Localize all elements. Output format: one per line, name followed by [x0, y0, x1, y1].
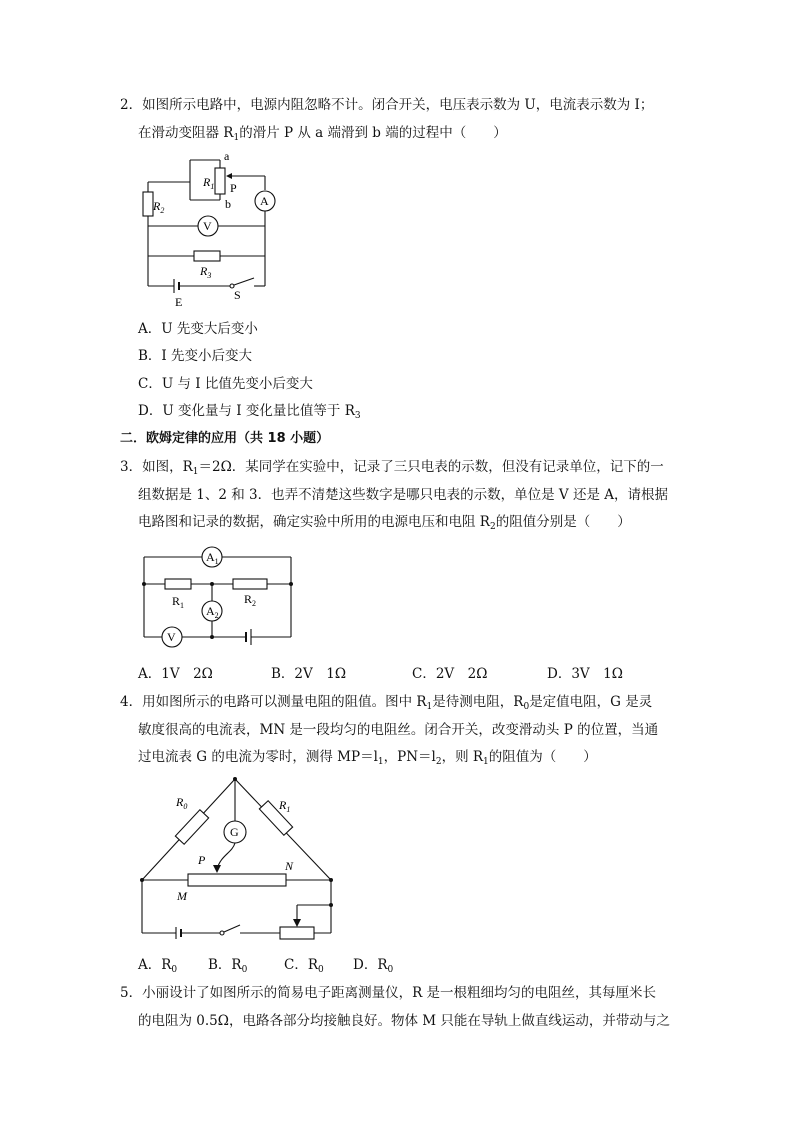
q3-label-a1: $A_1$ [206, 550, 219, 566]
q3-line1-a: 3．如图，R [120, 459, 193, 475]
q4-option-b-sub: 0 [241, 965, 248, 975]
q4-option-c-sub: 0 [318, 965, 324, 975]
q4-line1-c: 是定值电阻，G 是灵 [529, 694, 653, 710]
q2-r2-resistor [143, 192, 153, 216]
q2-label-r1: $R_1$ [203, 175, 215, 191]
q5-line2: 的电阻为 0.5Ω，电路各部分均接触良好。物体 M 只能在导轨上做直线运动，并带动与之 [138, 1013, 670, 1029]
q2-line2 [138, 124, 507, 147]
q4-line1-sub1: 1 [426, 702, 433, 712]
q2-label-r2: $R_2$ [153, 199, 165, 215]
q3-option-d[interactable]: D．3V 1Ω [547, 666, 623, 682]
q2-line2-sub: 1 [233, 133, 240, 143]
q4-option-b[interactable] [208, 956, 247, 979]
q4-line3-sub3: 1 [483, 757, 489, 767]
q4-option-a-sub: 0 [171, 965, 178, 975]
q4-r0-resistor [175, 810, 208, 845]
q4-label-p: P [198, 853, 206, 867]
q4-line2: 敏度很高的电流表，MN 是一段均匀的电阻丝。闭合开关，改变滑动头 P 的位置，当通 [138, 722, 659, 738]
q5-line1: 5．小丽设计了如图所示的简易电子距离测量仪，R 是一根粗细均匀的电阻丝，其每厘米长 [120, 985, 657, 1001]
q4-line1 [120, 693, 652, 716]
q4-line3-c: ，则 R [441, 749, 484, 765]
q3-line2: 组数据是 1、2 和 3．也弄不清楚这些数字是哪只电表的示数，单位是 V 还是 A，请根据 [138, 487, 669, 503]
q2-line1: 2．如图所示电路中，电源内阻忽略不计。闭合开关，电压表示数为 U，电流表示数为 I； [120, 97, 654, 113]
q3-option-b[interactable]: B．2V 1Ω [271, 666, 347, 682]
q4-slider-p-arrow-icon [213, 865, 221, 873]
q2-label-e: E [175, 295, 183, 308]
q2-label-ammeter: A [260, 194, 269, 208]
q2-option-d[interactable] [138, 402, 361, 425]
q4-option-a[interactable] [138, 956, 177, 979]
q2-option-b[interactable]: B．I 先变小后变大 [138, 348, 253, 364]
q2-option-c[interactable]: C．U 与 I 比值先变小后变大 [138, 376, 313, 392]
q4-label-r0: $R_0$ [176, 795, 188, 811]
q3-option-a[interactable]: A．1V 2Ω [138, 666, 213, 682]
q4-line3-sub1: 1 [377, 757, 384, 767]
q4-option-d-sub: 0 [387, 965, 394, 975]
q3-line3 [138, 513, 631, 536]
q2-label-r3: $R_3$ [200, 264, 212, 280]
q4-line3-sub2: 2 [435, 757, 442, 767]
q3-line3-b: 的阻值分别是（ ） [495, 514, 631, 530]
q4-line3-d: 的阻值为（ ） [488, 749, 597, 765]
q2-label-s: S [234, 288, 241, 302]
q3-line3-sub: 2 [489, 522, 496, 532]
section-heading: 二．欧姆定律的应用（共 18 小题） [120, 431, 330, 446]
q4-line1-sub2: 0 [523, 702, 530, 712]
q3-line1-sub: 1 [192, 467, 199, 477]
q4-label-m: M [177, 889, 187, 903]
q4-rheostat [280, 927, 314, 939]
q4-mn-wire [188, 874, 286, 886]
q3-label-r2: $R_2$ [244, 592, 257, 608]
q4-label-r1: $R_1$ [279, 798, 291, 814]
q2-label-p: P [230, 181, 237, 195]
q4-option-c-text: C．R [284, 957, 318, 973]
q2-label-b: b [225, 197, 231, 211]
q3-label-a2: $A_2$ [206, 604, 219, 620]
q3-label-v: V [167, 630, 176, 644]
q4-option-b-text: B．R [208, 957, 242, 973]
q4-line1-b: 是待测电阻，R [432, 694, 524, 710]
q3-option-c[interactable]: C．2V 2Ω [412, 666, 488, 682]
q2-option-d-text: D．U 变化量与 I 变化量比值等于 R [138, 403, 355, 419]
q2-circuit-diagram [130, 148, 290, 308]
q2-line2-text: 在滑动变阻器 R [138, 125, 234, 141]
q2-label-voltmeter: V [203, 219, 212, 233]
q4-rheostat-arrow-icon [293, 919, 301, 927]
q4-option-a-text: A．R [138, 957, 172, 973]
q3-line3-a: 电路图和记录的数据，确定实验中所用的电源电压和电阻 R [138, 514, 490, 530]
q3-line1-b: ＝2Ω．某同学在实验中，记录了三只电表的示数，但没有记录单位，记下的一 [198, 459, 664, 475]
q3-r2-resistor [233, 579, 267, 589]
q2-option-d-sub: 3 [354, 411, 361, 421]
q4-option-d-text: D．R [353, 957, 388, 973]
q4-line3-b: ，PN＝l [383, 749, 436, 765]
q4-line3-a: 过电流表 G 的电流为零时，测得 MP＝l [138, 749, 378, 765]
q2-slider-arrow-icon [226, 173, 232, 179]
q3-r1-resistor [165, 579, 191, 589]
q2-option-a[interactable]: A．U 先变大后变小 [138, 321, 258, 337]
q4-circuit-diagram [136, 773, 341, 948]
q4-option-c[interactable] [284, 956, 324, 979]
q2-r3-resistor [194, 251, 220, 261]
q4-label-g: G [230, 825, 239, 839]
q4-line1-a: 4．用如图所示的电路可以测量电阻的阻值。图中 R [120, 694, 427, 710]
q4-label-n: N [285, 859, 294, 873]
q4-switch [220, 931, 224, 935]
q4-line3 [138, 748, 597, 771]
q2-label-a: a [224, 149, 230, 163]
q2-r1-rheostat [215, 168, 225, 194]
q3-circuit-diagram [138, 543, 298, 648]
q4-option-d[interactable] [353, 956, 393, 979]
q3-label-r1: $R_1$ [172, 594, 185, 610]
q2-line2-rest: 的滑片 P 从 a 端滑到 b 端的过程中（ ） [239, 125, 507, 141]
q3-line1 [120, 458, 664, 481]
